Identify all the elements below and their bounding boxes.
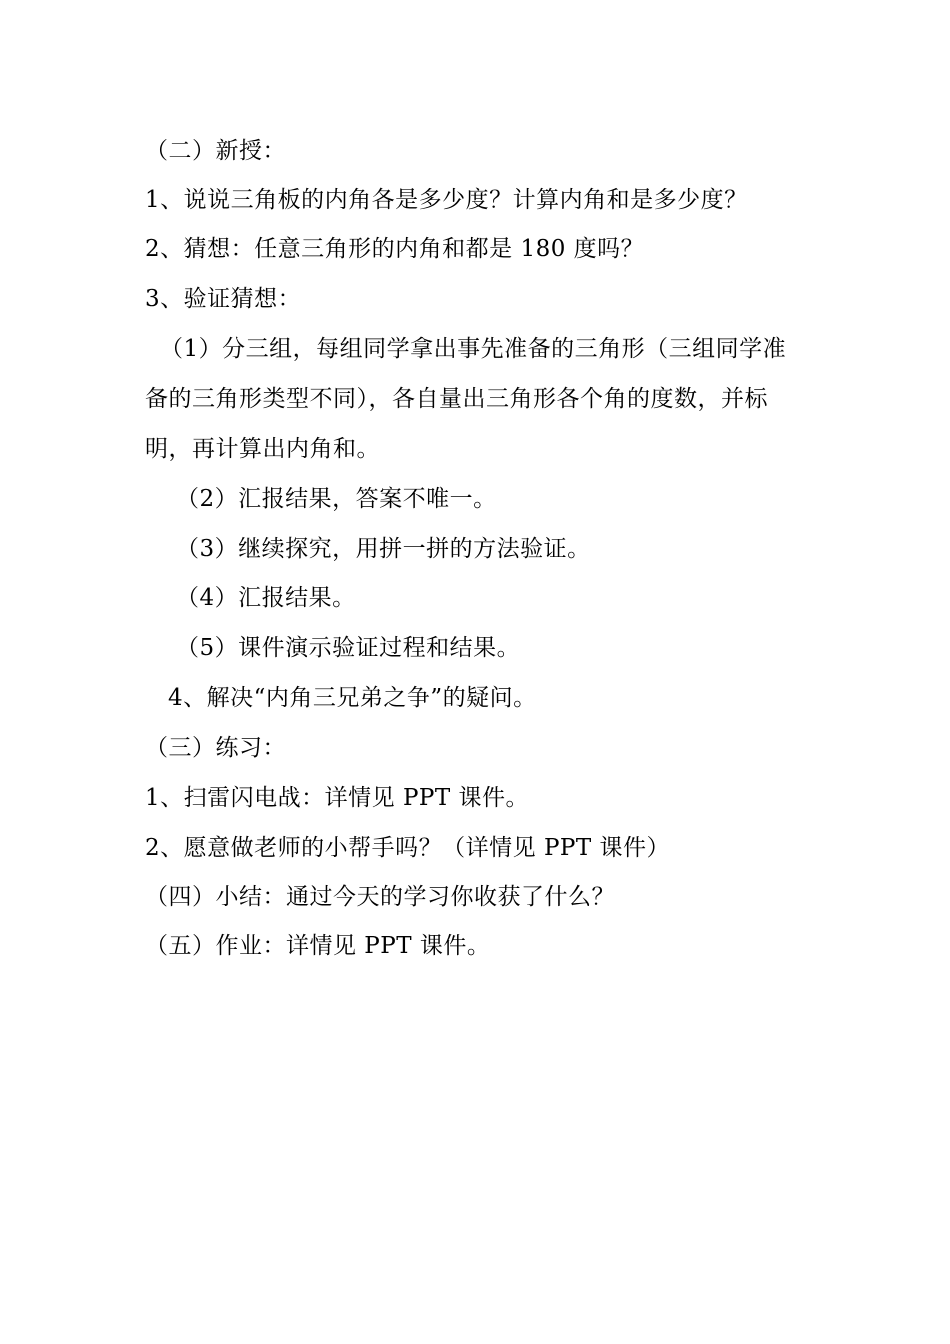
paragraph-subitem-5: （5）课件演示验证过程和结果。 [176,635,521,661]
section-heading-homework: （五）作业：详情见 PPT 课件。 [145,933,491,959]
paragraph-item-2: 2、猜想：任意三角形的内角和都是 180 度吗？ [145,236,645,262]
paragraph-subitem-1-line-1: （1）分三组，每组同学拿出事先准备的三角形（三组同学准 [160,336,787,362]
paragraph-subitem-2: （2）汇报结果，答案不唯一。 [176,486,497,512]
paragraph-subitem-1-line-2: 备的三角形类型不同），各自量出三角形各个角的度数，并标 [145,386,768,412]
practice-item-1: 1、扫雷闪电战：详情见 PPT 课件。 [145,785,530,811]
paragraph-subitem-4: （4）汇报结果。 [176,585,356,611]
paragraph-subitem-3: （3）继续探究，用拼一拼的方法验证。 [176,536,591,562]
section-heading-practice: （三）练习： [145,735,286,761]
practice-item-2: 2、愿意做老师的小帮手吗？（详情见 PPT 课件） [145,835,671,861]
paragraph-subitem-1-line-3: 明，再计算出内角和。 [145,436,380,462]
paragraph-item-1: 1、说说三角板的内角各是多少度？计算内角和是多少度？ [145,187,748,213]
section-heading-new-lesson: （二）新授： [145,138,286,164]
section-heading-summary: （四）小结：通过今天的学习你收获了什么？ [145,884,615,910]
paragraph-item-3: 3、验证猜想： [145,286,302,312]
paragraph-item-4: 4、解决“内角三兄弟之争”的疑问。 [168,685,537,711]
